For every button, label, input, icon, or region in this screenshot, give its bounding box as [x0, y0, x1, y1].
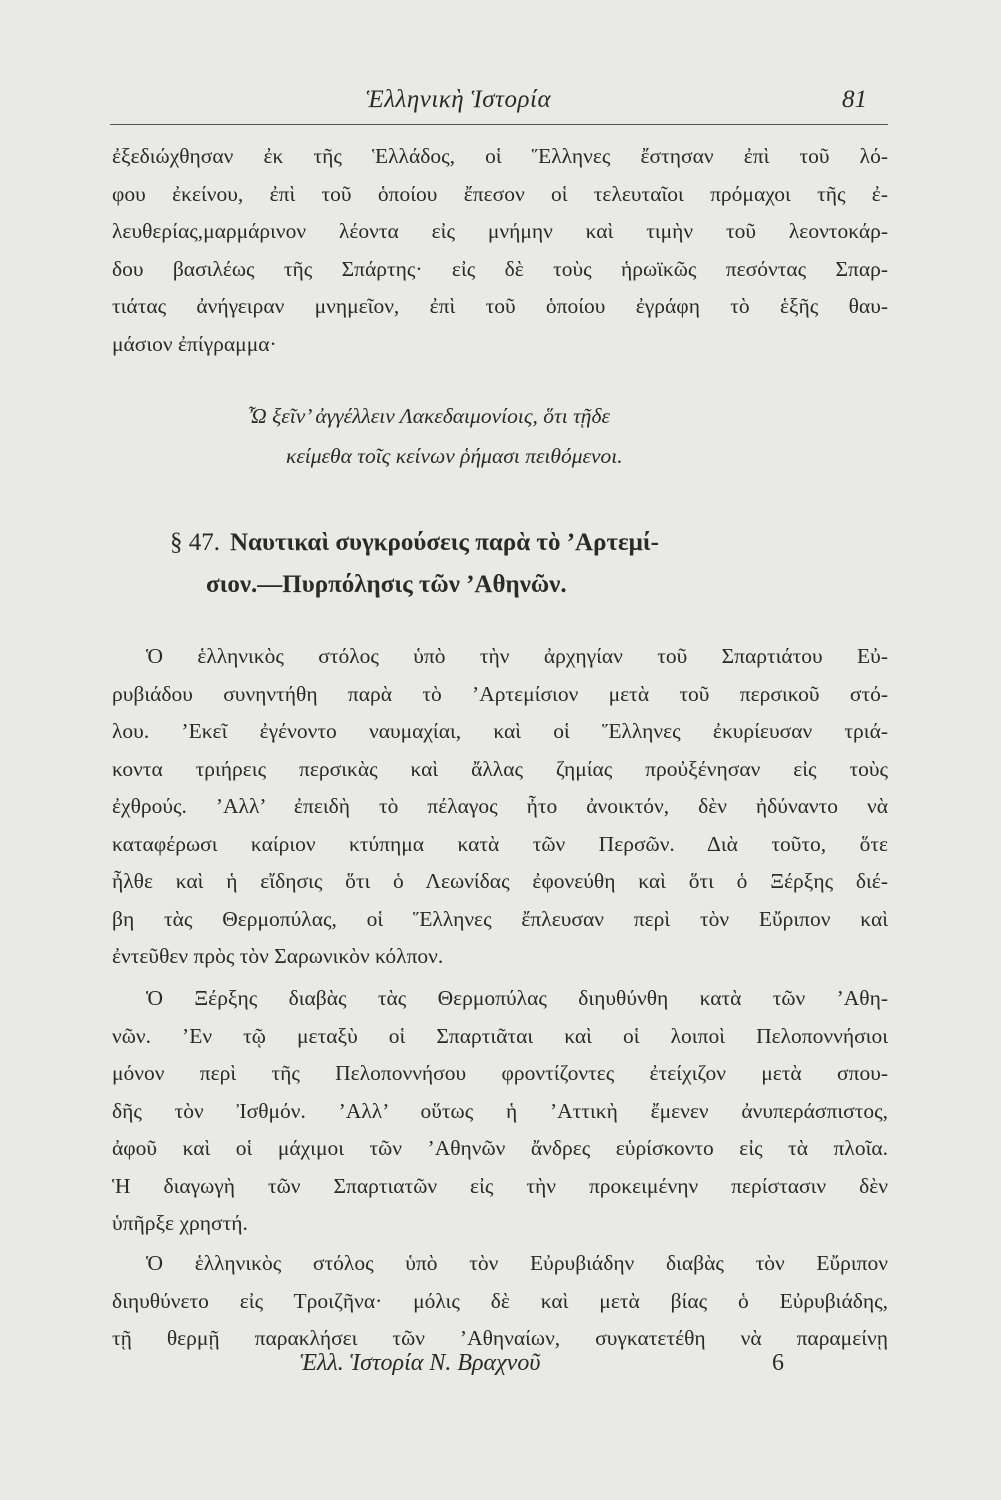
- text-line: ἐξεδιώχθησαν ἐκ τῆς Ἑλλάδος, οἱ Ἕλληνες ἔστησαν ἐπὶ τοῦ λό-: [112, 144, 888, 168]
- text-line: φου ἐκείνου, ἐπὶ τοῦ ὁποίου ἔπεσον οἱ τελευταῖοι πρόμαχοι τῆς ἐ-: [112, 181, 888, 206]
- text-line: λου. ’Εκεῖ ἐγένοντο ναυμαχίαι, καὶ οἱ Ἕλληνες ἐκυρίευσαν τριά-: [112, 719, 888, 743]
- epigram-line-2: κείμεθα τοῖς κείνων ῥήμασι πειθόμενοι.: [286, 444, 623, 468]
- page-number: 81: [842, 86, 867, 113]
- section-heading: [170, 522, 888, 606]
- text-line: ρυβιάδου συνηντήθη παρὰ τὸ ’Αρτεμίσιον μετὰ τοῦ περσικοῦ στό-: [112, 681, 888, 706]
- text-line: δῆς τὸν Ἰσθμόν. ’Αλλ’ οὕτως ἡ ’Αττικὴ ἔμενεν ἀνυπεράσπιστος,: [112, 1098, 888, 1123]
- epigram: [248, 396, 623, 476]
- text-line: βη τὰς Θερμοπύλας, οἱ Ἕλληνες ἔπλευσαν περὶ τὸν Εὔριπον καὶ: [112, 906, 888, 931]
- header-rule: [110, 124, 888, 125]
- text-line: δου βασιλέως τῆς Σπάρτης· εἰς δὲ τοὺς ἡρωϊκῶς πεσόντας Σπαρ-: [112, 256, 888, 281]
- text-line: Ὁ ἑλληνικὸς στόλος ὑπὸ τὴν ἀρχηγίαν τοῦ Σπαρτιάτου Εὐ-: [146, 644, 888, 668]
- paragraph-1: [112, 138, 888, 363]
- text-line: τιάτας ἀνήγειραν μνημεῖον, ἐπὶ τοῦ ὁποίου ἐγράφη τὸ ἑξῆς θαυ-: [112, 294, 888, 318]
- text-line: Ὁ Ξέρξης διαβὰς τὰς Θερμοπύλας διηυθύνθη κατὰ τῶν ’Αθη-: [146, 986, 888, 1010]
- text-line: ἐντεῦθεν πρὸς τὸν Σαρωνικὸν κόλπον.: [112, 944, 444, 968]
- epigram-line-1: Ὦ ξεῖν’ ἀγγέλλειν Λακεδαιμονίοις, ὅτι τῇδε: [248, 404, 610, 428]
- section-title-line-2: σιον.—Πυρπόλησις τῶν ’Αθηνῶν.: [206, 571, 567, 598]
- running-title: Ἑλληνικὴ Ἱστορία: [366, 86, 552, 113]
- paragraph-2: [112, 638, 888, 976]
- section-title-line-1: Ναυτικαὶ συγκρούσεις παρὰ τὸ ’Αρτεμί-: [230, 529, 659, 556]
- text-line: Ὁ ἑλληνικὸς στόλος ὑπὸ τὸν Εὐρυβιάδην διαβὰς τὸν Εὔριπον: [146, 1251, 888, 1275]
- text-line: λευθερίας,μαρμάρινον λέοντα εἰς μνήμην καὶ τιμὴν τοῦ λεοντοκάρ-: [112, 219, 888, 243]
- paragraph-3: [112, 980, 888, 1243]
- footer-signature: Ἑλλ. Ἱστορία Ν. Βραχνοῦ: [300, 1350, 541, 1376]
- footer-sheet-number: 6: [772, 1350, 784, 1376]
- text-line: ἦλθε καὶ ἡ εἴδησις ὅτι ὁ Λεωνίδας ἐφονεύθη καὶ ὅτι ὁ Ξέρξης διέ-: [112, 869, 888, 893]
- paragraph-4: [112, 1245, 888, 1358]
- text-line: μάσιον ἐπίγραμμα·: [112, 331, 277, 356]
- text-line: καταφέρωσι καίριον κτύπημα κατὰ τῶν Περσῶν. Διὰ τοῦτο, ὅτε: [112, 831, 888, 856]
- section-number: § 47.: [170, 529, 220, 556]
- text-line: ἀφοῦ καὶ οἱ μάχιμοι τῶν ’Αθηνῶν ἄνδρες εὑρίσκοντο εἰς τὰ πλοῖα.: [112, 1136, 888, 1160]
- text-line: μόνον περὶ τῆς Πελοποννήσου φροντίζοντες ἐτείχιζον μετὰ σπου-: [112, 1061, 888, 1085]
- text-line: ὑπῆρξε χρηστή.: [112, 1211, 248, 1235]
- text-line: ἐχθρούς. ’Αλλ’ ἐπειδὴ τὸ πέλαγος ἦτο ἀνοικτόν, δὲν ἠδύναντο νὰ: [112, 794, 888, 818]
- text-line: τῇ θερμῇ παρακλήσει τῶν ’Αθηναίων, συγκατετέθη νὰ παραμείνῃ: [112, 1326, 888, 1350]
- text-line: Ἡ διαγωγὴ τῶν Σπαρτιατῶν εἰς τὴν προκειμένην περίστασιν δὲν: [112, 1173, 888, 1198]
- text-line: νῶν. ’Εν τῷ μεταξὺ οἱ Σπαρτιᾶται καὶ οἱ λοιποὶ Πελοποννήσιοι: [112, 1023, 888, 1048]
- text-line: κοντα τριήρεις περσικὰς καὶ ἄλλας ζημίας προὐξένησαν εἰς τοὺς: [112, 756, 888, 781]
- text-line: διηυθύνετο εἰς Τροιζῆνα· μόλις δὲ καὶ μετὰ βίας ὁ Εὐρυβιάδης,: [112, 1288, 888, 1313]
